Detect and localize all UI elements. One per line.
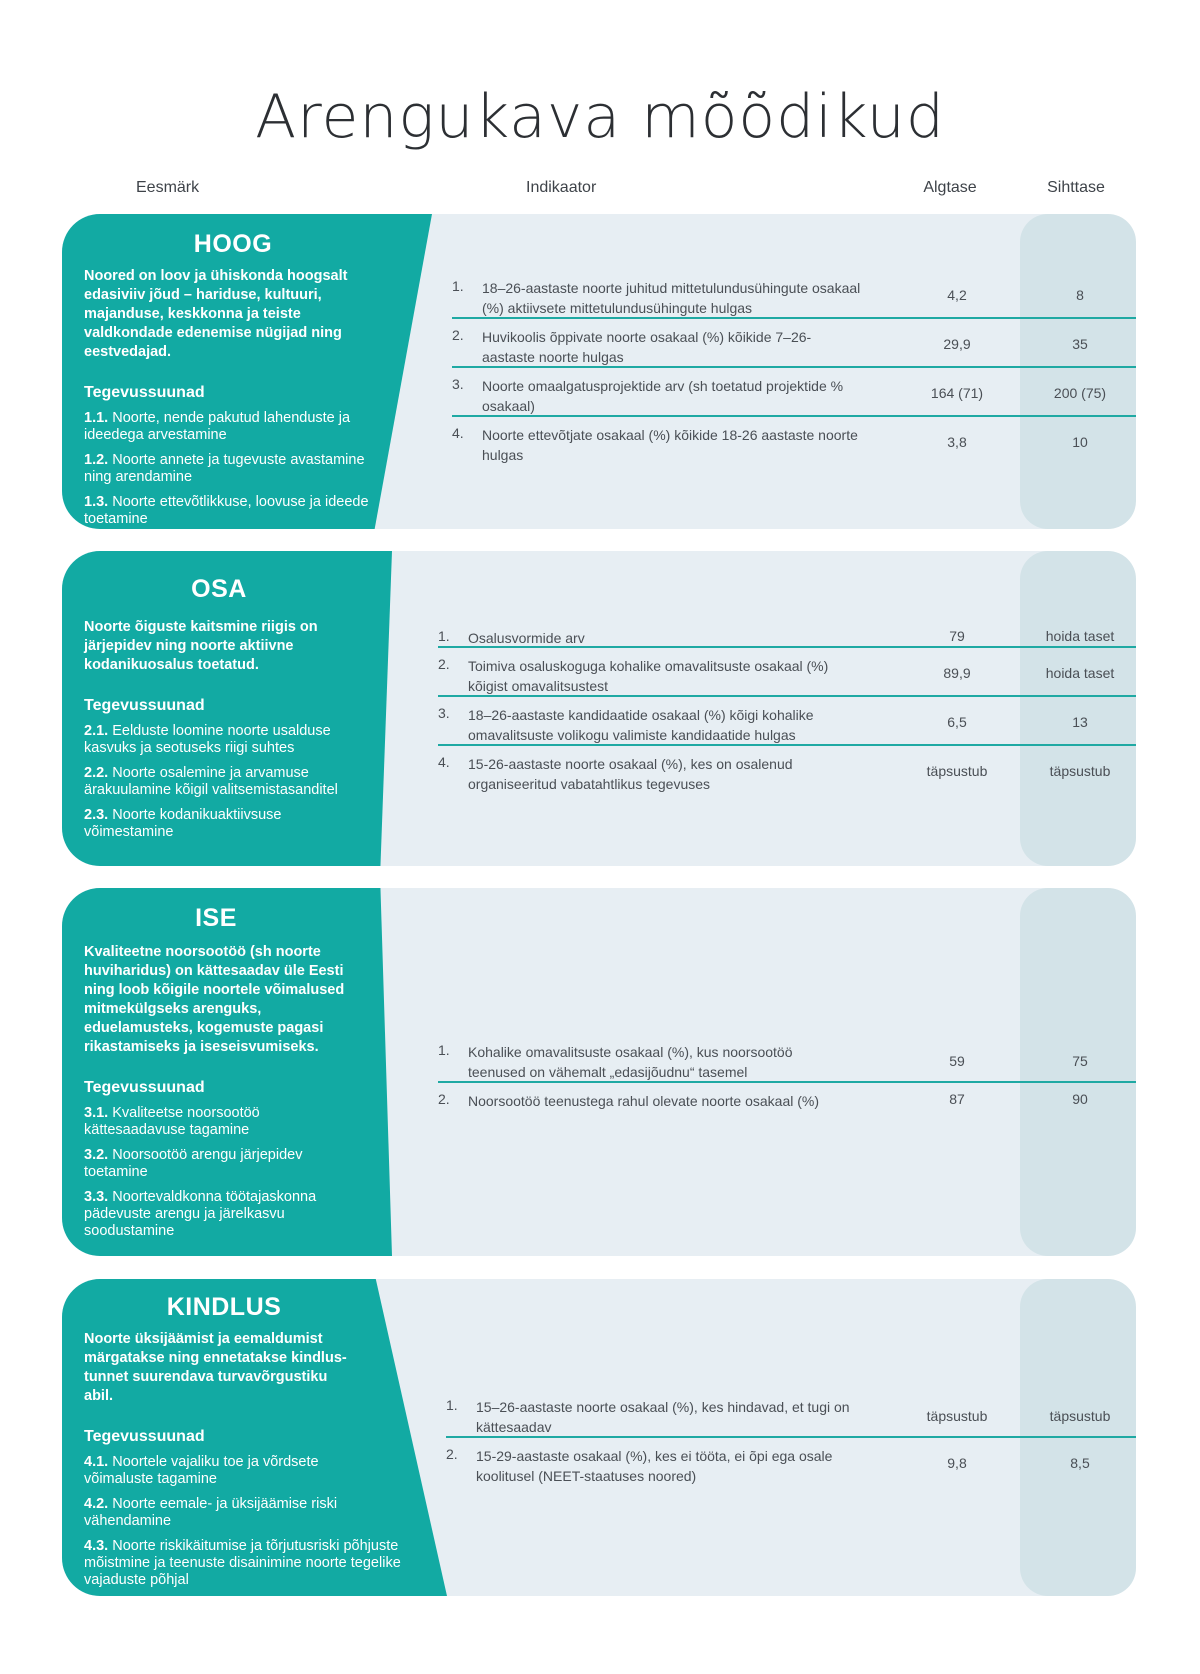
directions-title: Tegevussuunad [84, 1079, 205, 1096]
indicator-row: 2. 15-29-aastaste osakaal (%), kes ei tööta, ei õpi ega osale koolitusel (NEET-staatuses noored) 9,8 8,5 [446, 1446, 1090, 1484]
goal-panel-text [84, 1293, 426, 1597]
indicator-table [446, 1389, 1136, 1487]
direction-item: 3.2. Noorsootöö arengu järjepidev toetamine [84, 1147, 303, 1180]
indicator-row: 3. Noorte omaalgatusprojektide arv (sh toetatud projektide % osakaal) 164 (71) 200 (75) [452, 368, 1136, 417]
directions-title: Tegevussuunad [84, 384, 205, 401]
header-goal: Eesmärk [136, 179, 200, 196]
direction-item: 4.3. Noorte riskikäitumise ja tõrjutusriski põhjuste mõistmine ja teenuste disainimine noorte tegelike vajaduste põhjal [84, 1538, 401, 1588]
section-name: OSA [191, 575, 247, 603]
section-name: HOOG [193, 230, 273, 258]
direction-item: 2.2. Noorte osalemine ja arvamuse ärakuulamine kõigil valitsemistasanditel [84, 765, 338, 798]
direction-item: 4.2. Noorte eemale- ja üksijäämise riski vähendamine [84, 1496, 338, 1529]
direction-item: 2.1. Eelduste loomine noorte usalduse kasvuks ja seotuseks riigi suhtes [84, 723, 331, 756]
indicator-row: 2. Noorsootöö teenustega rahul olevate noorte osakaal (%) 87 90 [438, 1091, 1088, 1109]
section-goal: Noorte üksijäämist ja eemaldumist märgatakse ning ennetatakse kindlus-tunnet suurendava turvavõrgustiku abil. [84, 1331, 347, 1404]
direction-item: 1.3. Noorte ettevõtlikkuse, loovuse ja ideede toetamine [84, 494, 369, 527]
header-indicator: Indikaator [526, 179, 597, 196]
indicator-row: 1. 15–26-aastaste noorte osakaal (%), kes hindavad, et tugi on kättesaadav täpsustub täpsustub [446, 1389, 1136, 1438]
goal-panel-text [84, 575, 354, 849]
indicator-row: 3. 18–26-aastaste kandidaatide osakaal (%) kõigi kohalike omavalitsuste volikogu valimiste kandidaatide hulgas 6,5 13 [438, 697, 1136, 746]
goal-panel-text [84, 904, 348, 1248]
direction-item: 4.1. Noortele vajaliku toe ja võrdsete võimaluste tagamine [84, 1454, 319, 1487]
direction-item: 2.3. Noorte kodanikuaktiivsuse võimestamine [84, 807, 282, 840]
header-target: Sihttase [1047, 179, 1105, 196]
indicator-table [438, 1034, 1136, 1111]
indicator-row: 1. 18–26-aastaste noorte juhitud mittetulundusühingute osakaal (%) aktiivsete mittetulundusühingute hulgas 4,2 8 [452, 270, 1136, 319]
directions-title: Tegevussuunad [84, 1428, 205, 1445]
section-goal: Noored on loov ja ühiskonda hoogsalt edasiviiv jõud – hariduse, kultuuri, majanduse, keskkonna ja teiste valdkondade edenemise nügijad ning eestvedajad. [84, 268, 348, 360]
direction-item: 3.3. Noortevaldkonna töötajaskonna pädevuste arengu ja järelkasvu soodustamine [84, 1189, 317, 1239]
direction-item: 1.2. Noorte annete ja tugevuste avastamine ning arendamine [84, 452, 365, 485]
section-osa [62, 551, 1136, 866]
direction-item: 3.1. Kvaliteetse noorsootöö kättesaadavuse tagamine [84, 1105, 260, 1138]
indicator-row: 1. Osalusvormide arv 79 hoida taset [438, 620, 1136, 648]
indicator-row: 2. Huvikoolis õppivate noorte osakaal (%) kõikide 7–26-aastaste noorte hulgas 29,9 35 [452, 319, 1136, 368]
direction-item: 1.1. Noorte, nende pakutud lahenduste ja ideedega arvestamine [84, 410, 351, 443]
section-goal: Kvaliteetne noorsootöö (sh noorte huviharidus) on kättesaadav üle Eesti ning loob kõigile noortele võimalused mitmekülgseks arenguks, eduelamusteks, kogemuste pagasi rikastamiseks ja iseseisvumiseks. [84, 944, 345, 1055]
section-ise [62, 888, 1136, 1256]
indicator-table [438, 620, 1136, 795]
indicator-table [452, 270, 1136, 466]
section-goal: Noorte õiguste kaitsmine riigis on järjepidev ning noorte aktiivne kodanikuosalus toetatud. [84, 619, 318, 673]
indicator-row: 4. Noorte ettevõtjate osakaal (%) kõikide 18-26 aastaste noorte hulgas 3,8 10 [452, 425, 1088, 463]
section-kindlus [62, 1279, 1136, 1596]
section-hoog [62, 214, 1136, 529]
indicator-row: 1. Kohalike omavalitsuste osakaal (%), kus noorsootöö teenused on vähemalt „edasijõudnu“ tasemel 59 75 [438, 1034, 1136, 1083]
indicator-row: 4. 15-26-aastaste noorte osakaal (%), kes on osalenud organiseeritud vabatahtlikus tegevuses täpsustub täpsustub [438, 754, 1111, 792]
directions-title: Tegevussuunad [84, 697, 205, 714]
header-baseline: Algtase [923, 179, 977, 196]
section-name: ISE [195, 904, 237, 932]
indicator-row: 2. Toimiva osaluskoguga kohalike omavalitsuste osakaal (%) kõigist omavalitsustest 89,9 hoida taset [438, 648, 1136, 697]
goal-panel-text [84, 230, 382, 536]
page-title: Arengukava mõõdikud [255, 82, 945, 152]
section-name: KINDLUS [166, 1293, 282, 1321]
